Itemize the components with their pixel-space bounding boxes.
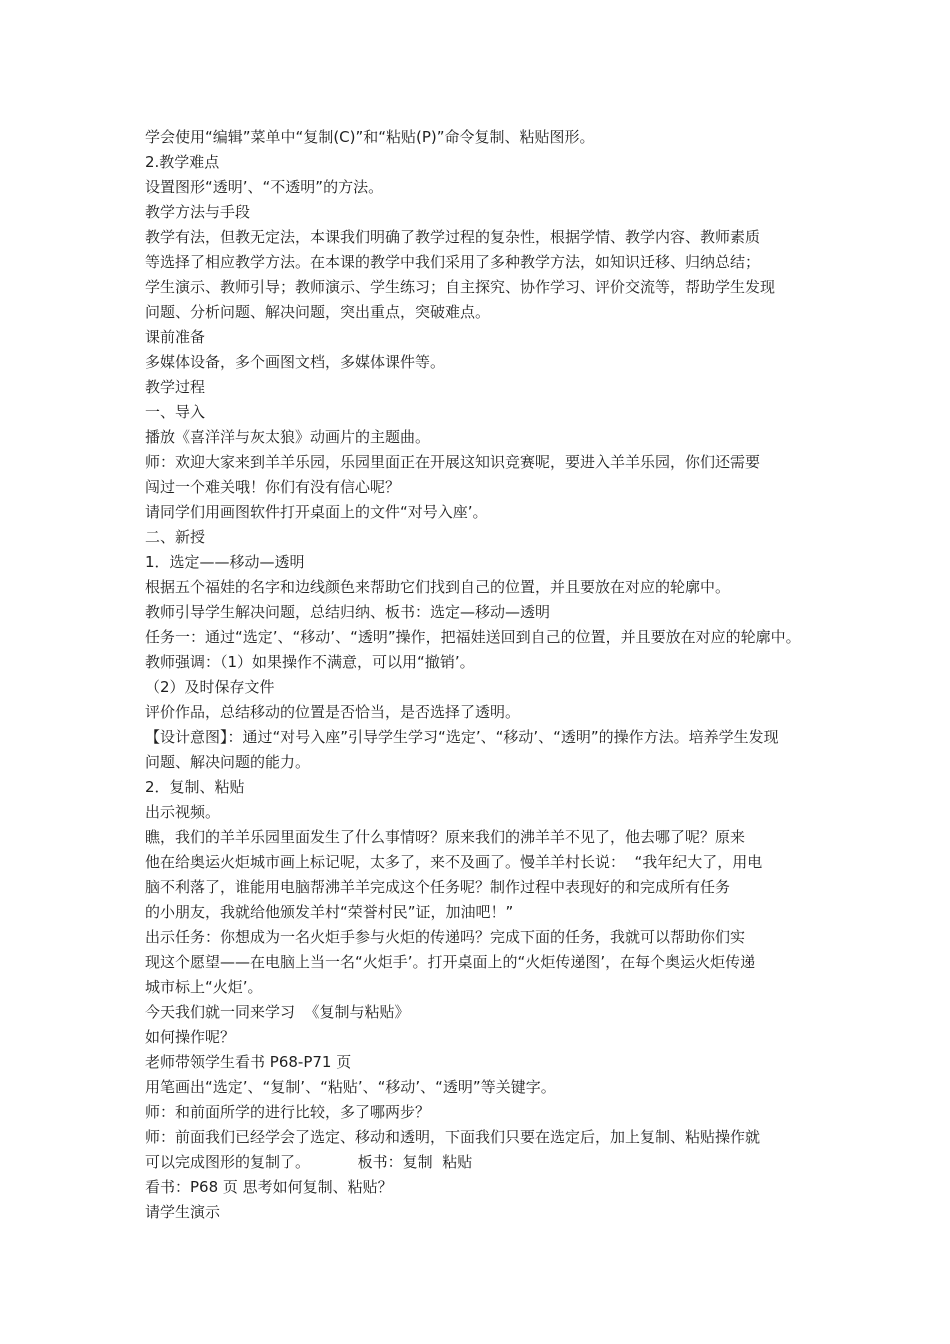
text-line: 师：和前面所学的进行比较，多了哪两步？ — [145, 1103, 431, 1121]
text-line: 教学有法，但教无定法，本课我们明确了教学过程的复杂性，根据学情、教学内容、教师素质 — [145, 228, 761, 246]
section-heading: 2．复制、粘贴 — [145, 778, 245, 796]
text-line: 出示任务：你想成为一名火炬手参与火炬的传递吗？完成下面的任务，我就可以帮助你们实 — [145, 928, 746, 946]
section-heading: 教学过程 — [145, 378, 206, 396]
text-line: 问题、解决问题的能力。 — [145, 753, 311, 771]
text-line: 教师引导学生解决问题，总结归纳、板书：选定—移动—透明 — [145, 603, 551, 621]
text-line: 请同学们用画图软件打开桌面上的文件“对号入座’。 — [145, 503, 488, 521]
section-heading: 一、导入 — [145, 403, 206, 421]
section-heading: 二、新授 — [145, 528, 206, 546]
text-line: 瞧，我们的羊羊乐园里面发生了什么事情呀？原来我们的沸羊羊不见了，他去哪了呢？原来 — [145, 828, 746, 846]
text-line: 根据五个福娃的名字和边线颜色来帮助它们找到自己的位置，并且要放在对应的轮廓中。 — [145, 578, 731, 596]
text-line: 设置图形“透明’、“不透明”的方法。 — [145, 178, 384, 196]
text-line: 现这个愿望——在电脑上当一名“火炬手’。打开桌面上的“火炬传递图’，在每个奥运火炬传递 — [145, 953, 756, 971]
text-line: 问题、分析问题、解决问题，突出重点，突破难点。 — [145, 303, 491, 321]
text-line: 多媒体设备，多个画图文档，多媒体课件等。 — [145, 353, 446, 371]
section-heading: 1．选定——移动—透明 — [145, 553, 305, 571]
text-line: 评价作品，总结移动的位置是否恰当，是否选择了透明。 — [145, 703, 521, 721]
text-line: （2）及时保存文件 — [145, 678, 275, 696]
text-line: 脑不利落了，谁能用电脑帮沸羊羊完成这个任务呢？制作过程中表现好的和完成所有任务 — [145, 878, 731, 896]
text-line: 城市标上“火炬’。 — [145, 978, 263, 996]
text-line: 出示视频。 — [145, 803, 221, 821]
section-heading: 课前准备 — [145, 328, 206, 346]
text-line: 他在给奥运火炬城市画上标记呢，太多了，来不及画了。慢羊羊村长说： “我年纪大了，用电 — [145, 853, 763, 871]
text-line: 等选择了相应教学方法。在本课的教学中我们采用了多种教学方法，如知识迁移、归纳总结； — [145, 253, 761, 271]
document-body — [145, 125, 815, 1225]
text-line: 如何操作呢？ — [145, 1028, 236, 1046]
text-line: 学生演示、教师引导；教师演示、学生练习；自主探究、协作学习、评价交流等，帮助学生发现 — [145, 278, 776, 296]
text-line: 用笔画出“选定’、“复制’、“粘贴’、“移动’、“透明”等关键字。 — [145, 1078, 556, 1096]
text-line: 老师带领学生看书 P68-P71 页 — [145, 1053, 352, 1071]
text-line: 看书：P68 页 思考如何复制、粘贴？ — [145, 1178, 393, 1196]
text-line: 请学生演示 — [145, 1203, 221, 1221]
text-line: 【设计意图】：通过“对号入座”引导学生学习“选定’、“移动’、“透明”的操作方法。培养学生发现 — [145, 728, 779, 746]
section-heading: 2.教学难点 — [145, 153, 220, 171]
text-line: 学会使用“编辑”菜单中“复制(C)”和“粘贴(P)”命令复制、粘贴图形。 — [145, 128, 595, 146]
text-line: 闯过一个难关哦！你们有没有信心呢？ — [145, 478, 401, 496]
text-line: 可以完成图形的复制了。 板书：复制 粘贴 — [145, 1153, 473, 1171]
text-line: 的小朋友，我就给他颁发羊村“荣誉村民”证，加油吧！” — [145, 903, 514, 921]
text-line: 播放《喜洋洋与灰太狼》动画片的主题曲。 — [145, 428, 431, 446]
section-heading: 教学方法与手段 — [145, 203, 251, 221]
text-line: 今天我们就一同来学习 《复制与粘贴》 — [145, 1003, 410, 1021]
text-line: 任务一：通过“选定’、“移动’、“透明”操作，把福娃送回到自己的位置，并且要放在对应的轮廓中。 — [145, 628, 801, 646]
text-line: 师：前面我们已经学会了选定、移动和透明，下面我们只要在选定后，加上复制、粘贴操作就 — [145, 1128, 761, 1146]
text-line: 师：欢迎大家来到羊羊乐园，乐园里面正在开展这知识竞赛呢，要进入羊羊乐园，你们还需要 — [145, 453, 761, 471]
text-line: 教师强调：（1）如果操作不满意，可以用“撤销’。 — [145, 653, 475, 671]
